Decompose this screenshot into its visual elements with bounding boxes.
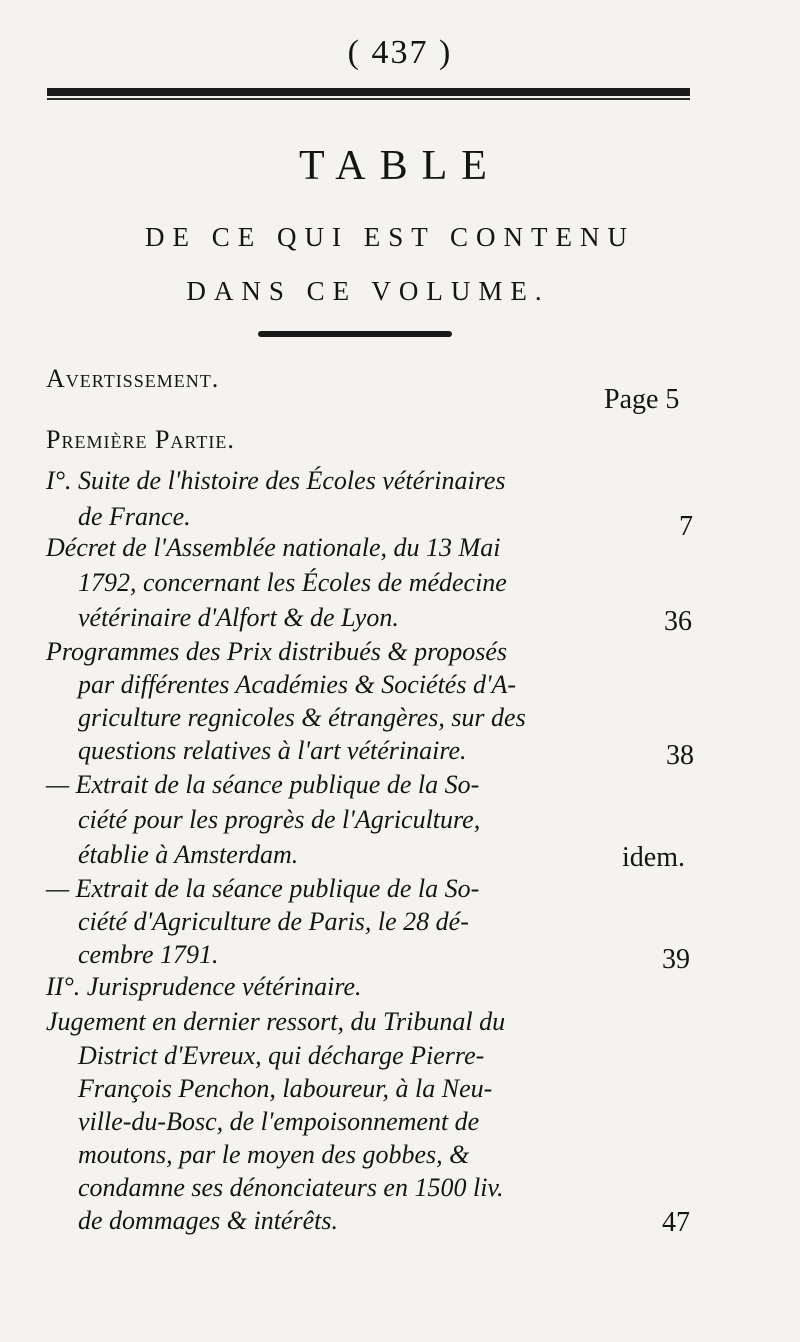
entry-4-line-3: établie à Amsterdam.	[78, 840, 299, 869]
entry-avertissement-label: Avertissement.	[46, 364, 220, 393]
entry-1-line-1: I°. Suite de l'histoire des Écoles vétérinaires	[46, 466, 506, 495]
entry-5-line-2: ciété d'Agriculture de Paris, le 28 dé-	[78, 907, 469, 936]
entry-4-line-1: — Extrait de la séance publique de la So-	[46, 770, 480, 799]
entry-3-line-4: questions relatives à l'art vétérinaire.	[78, 736, 467, 765]
entry-avertissement-page: Page 5	[604, 384, 680, 415]
entry-7-page: 47	[662, 1207, 690, 1238]
entry-7-line-2: District d'Evreux, qui décharge Pierre-	[78, 1041, 485, 1070]
entry-1-page: 7	[679, 511, 693, 542]
entry-7-line-7: de dommages & intérêts.	[78, 1206, 338, 1235]
entry-3-page: 38	[666, 740, 694, 771]
page-title: TABLE	[299, 143, 501, 189]
entry-3-line-1: Programmes des Prix distribués & proposés	[46, 637, 508, 666]
entry-5-line-1: — Extrait de la séance publique de la So-	[46, 874, 480, 903]
entry-2-line-1: Décret de l'Assemblée nationale, du 13 Mai	[46, 533, 501, 562]
entry-1-line-2: de France.	[78, 502, 191, 531]
entry-7-line-6: condamne ses dénonciateurs en 1500 liv.	[78, 1173, 504, 1202]
middle-rule	[258, 331, 452, 337]
entry-7-line-4: ville-du-Bosc, de l'empoisonnement de	[78, 1107, 480, 1136]
entry-2-page: 36	[664, 606, 692, 637]
entry-7-line-3: François Penchon, laboureur, à la Neu-	[78, 1074, 493, 1103]
entry-4-page: idem.	[622, 842, 685, 873]
top-rule	[47, 88, 690, 96]
entry-2-line-3: vétérinaire d'Alfort & de Lyon.	[78, 603, 399, 632]
subtitle-line-2: DANS CE VOLUME.	[186, 276, 550, 306]
subtitle-line-1: DE CE QUI EST CONTENU	[145, 222, 635, 252]
entry-premiere-partie: Première Partie.	[46, 425, 235, 454]
entry-5-page: 39	[662, 944, 690, 975]
entry-7-line-5: moutons, par le moyen des gobbes, &	[78, 1140, 470, 1169]
entry-5-line-3: cembre 1791.	[78, 940, 219, 969]
entry-3-line-2: par différentes Académies & Sociétés d'A-	[78, 670, 517, 699]
entry-3-line-3: griculture regnicoles & étrangères, sur des	[78, 703, 526, 732]
entry-avertissement	[46, 364, 219, 394]
entry-2-line-2: 1792, concernant les Écoles de médecine	[78, 568, 507, 597]
entry-7-line-1: Jugement en dernier ressort, du Tribunal du	[46, 1007, 506, 1036]
entry-4-line-2: ciété pour les progrès de l'Agriculture,	[78, 805, 481, 834]
entry-6: II°. Jurisprudence vétérinaire.	[46, 972, 362, 1001]
page-number: ( 437 )	[347, 34, 453, 71]
